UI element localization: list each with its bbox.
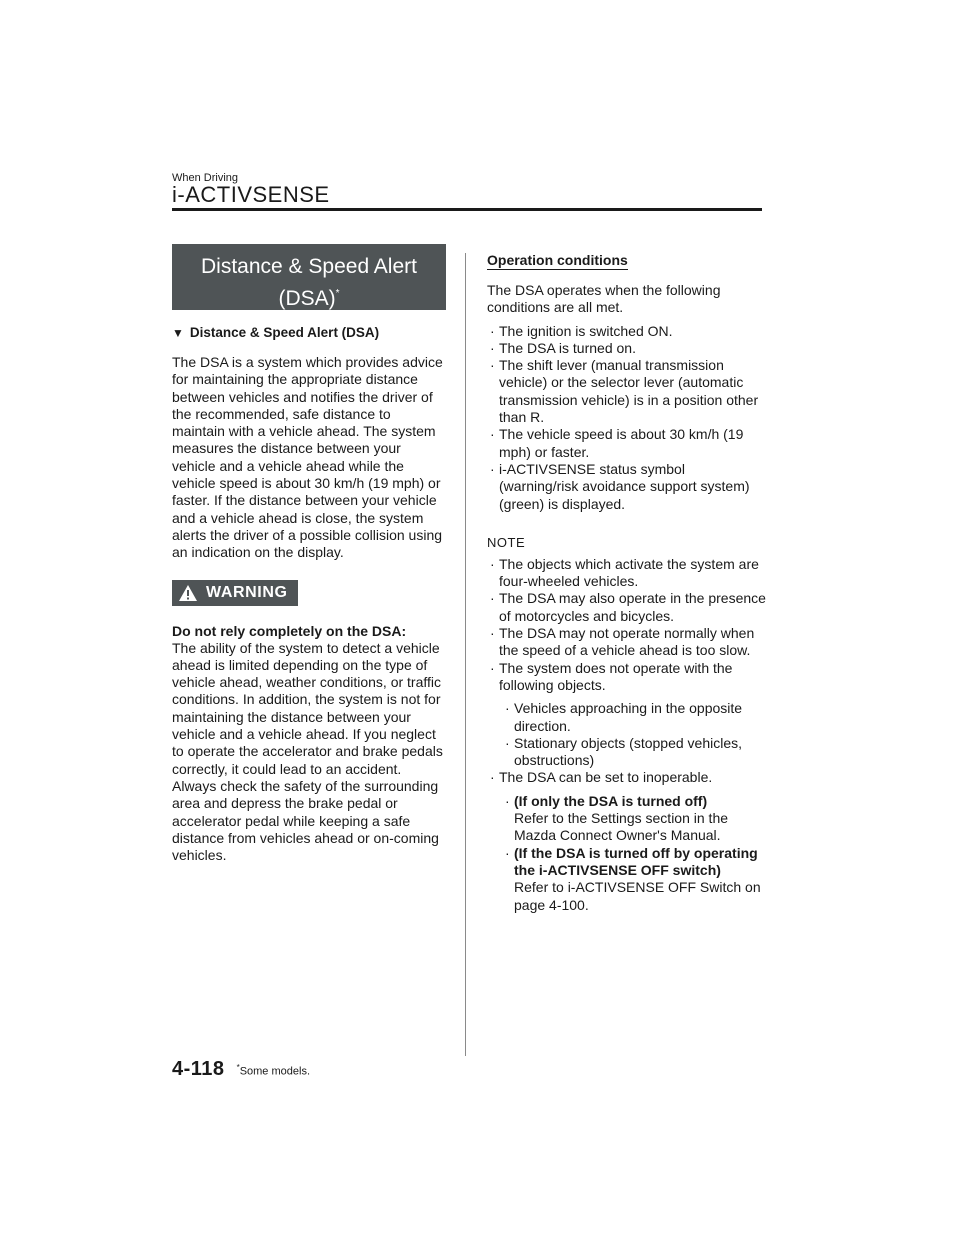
list-item: · Vehicles approaching in the opposite direction. (502, 700, 767, 735)
list-item: · i-ACTIVSENSE status symbol (warning/risk avoidance support system) (green) is displayed. (487, 461, 767, 513)
list-item-bold: · (If only the DSA is turned off) (514, 792, 708, 809)
list-item (502, 845, 767, 914)
note-sub-list (502, 700, 767, 769)
footnote-mark: * (236, 1063, 240, 1073)
operation-heading: Operation conditions (487, 252, 628, 268)
list-item: · The vehicle speed is about 30 km/h (19 mph) or faster. (487, 426, 767, 461)
note-list (487, 556, 767, 914)
list-item-text: The DSA can be set to inoperable. (499, 769, 713, 786)
right-column (487, 252, 767, 914)
warning-icon (178, 584, 198, 602)
header-rule (172, 208, 762, 211)
title-asterisk: * (335, 288, 340, 299)
footnote-text: Some models. (239, 1066, 310, 1078)
list-item-text: Refer to the Settings section in the Mazda Connect Owner's Manual. (514, 810, 729, 844)
list-item (502, 793, 767, 845)
left-column (172, 244, 446, 864)
operation-list (487, 323, 767, 513)
list-item: · The DSA may not operate normally when the speed of a vehicle ahead is too slow. (487, 625, 767, 660)
intro-paragraph: The DSA is a system which provides advice for maintaining the appropriate distance between vehicles and notifies the driver of the recommended, safe distance to maintain with a vehicle ahead. The system measures the distance between your vehicle and a vehicle ahead while the vehicle speed is about 30 km/h (19 mph) or faster. If the distance between your vehicle and a vehicle ahead is close, the system alerts the driver of a possible collision using an indication on the display. (172, 354, 443, 561)
subheading-text: Distance & Speed Alert (DSA) (189, 325, 380, 340)
section-title: i-ACTIVSENSE (172, 182, 330, 207)
list-item (487, 769, 767, 913)
list-item-text: The system does not operate with the following objects. (499, 659, 733, 693)
footnote (237, 1063, 310, 1078)
title-line1: Distance & Speed Alert (201, 255, 417, 278)
warning-label: WARNING (206, 583, 288, 601)
warning-badge (172, 580, 298, 606)
list-item (487, 660, 767, 770)
page-title (172, 244, 446, 310)
subheading (172, 325, 446, 340)
warning-lead: Do not rely completely on the DSA: (172, 622, 407, 639)
warning-body: The ability of the system to detect a vehicle ahead is limited depending on the type of vehicle ahead, weather conditions, or traffic conditions. In addition, the system is not for maintaining the distance between your vehicle and a vehicle ahead. If you neglect to operate the accelerator and brake pedals correctly, it could lead to an accident. Always check the safety of the surrounding area and depress the brake pedal or accelerator pedal while keeping a safe distance from vehicles ahead or on-coming vehicles. (172, 639, 443, 864)
page-number: 4-118 (172, 1058, 225, 1080)
list-item: · The ignition is switched ON. (487, 323, 767, 340)
list-item-bold: · (If the DSA is turned off by operating the i-ACTIVSENSE OFF switch) (514, 844, 758, 878)
note-label: NOTE (487, 534, 526, 550)
triangle-down-icon: ▼ (172, 325, 184, 340)
title-line2: (DSA) (278, 287, 336, 310)
list-item: · The DSA is turned on. (487, 340, 767, 357)
title-line2-wrap (172, 280, 446, 312)
inoperable-list (502, 793, 767, 914)
list-item: · The shift lever (manual transmission vehicle) or the selector lever (automatic transmission vehicle) is in a position other than R. (487, 357, 767, 426)
list-item: · The objects which activate the system are four-wheeled vehicles. (487, 556, 767, 591)
column-divider (465, 253, 466, 1056)
list-item: · Stationary objects (stopped vehicles, obstructions) (502, 735, 767, 770)
list-item: · The DSA may also operate in the presence of motorcycles and bicycles. (487, 590, 767, 625)
section-label: When Driving (172, 172, 239, 184)
operation-intro: The DSA operates when the following conditions are all met. (487, 282, 721, 316)
warning-box (172, 580, 446, 865)
page-footer (172, 1058, 310, 1081)
list-item-text: Refer to i-ACTIVSENSE OFF Switch on page 4-100. (514, 879, 761, 913)
